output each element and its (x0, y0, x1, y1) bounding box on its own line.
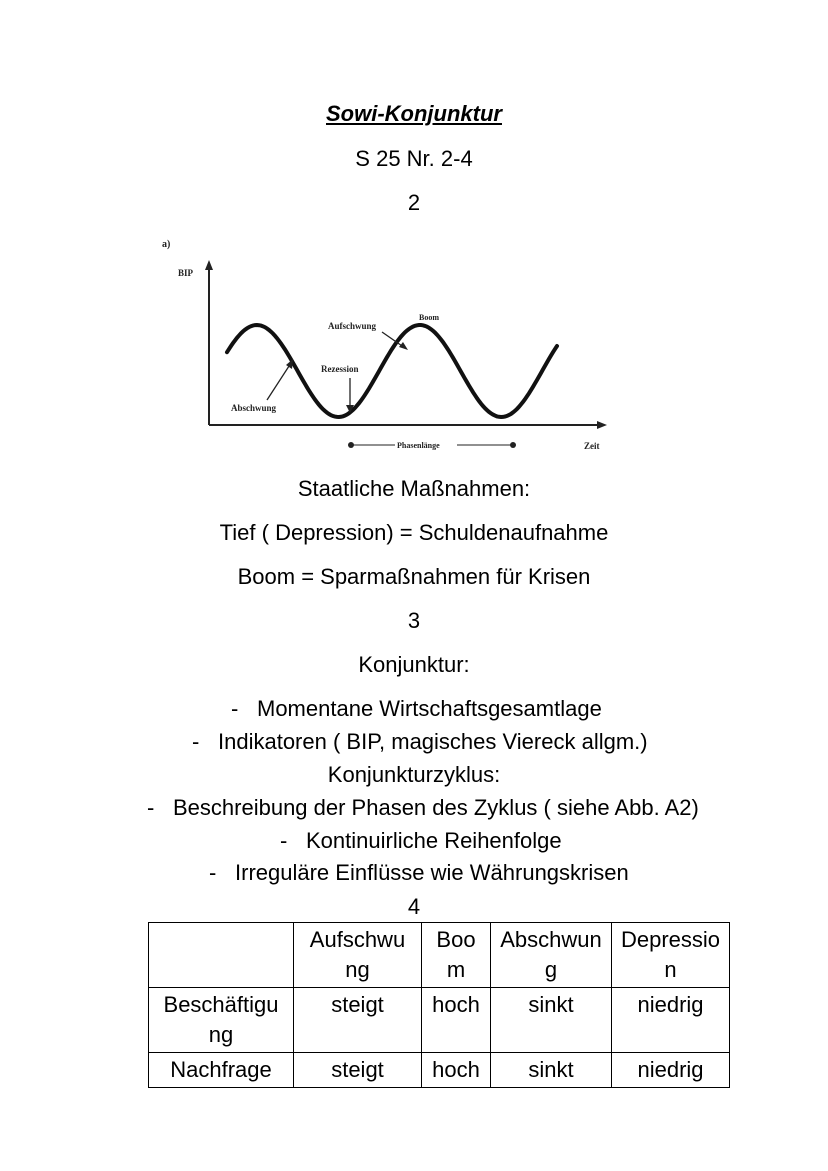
table-cell: niedrig (612, 988, 730, 1053)
table-cell: niedrig (612, 1053, 730, 1088)
table-cell: hoch (422, 988, 491, 1053)
bullet-dash: - (280, 828, 288, 853)
table-header-row (149, 923, 730, 988)
header-cell: Boo m (422, 923, 491, 988)
x-axis-arrowhead (597, 421, 607, 429)
table-cell: hoch (422, 1053, 491, 1088)
x-axis-label: Zeit (584, 441, 600, 451)
header-cell: Aufschwu ng (294, 923, 422, 988)
measures-line-2: Boom = Sparmaßnahmen für Krisen (237, 564, 591, 589)
header-cell: Depressio n (612, 923, 730, 988)
zyklus-bullet: - Kontinuirliche Reihenfolge (280, 828, 562, 853)
bullet-dash: - (209, 860, 217, 885)
y-axis-label: BIP (178, 268, 194, 278)
aufschwung-arrowhead (399, 342, 408, 350)
table-cell: steigt (294, 988, 422, 1053)
konjunktur-heading: Konjunktur: (358, 652, 470, 677)
konjunktur-bullet: - Momentane Wirtschaftsgesamtlage (231, 696, 602, 721)
table-row (149, 988, 730, 1053)
bullet-dash: - (192, 729, 200, 754)
zyklus-heading: Konjunkturzyklus: (327, 762, 501, 787)
zyklus-bullet: - Irreguläre Einflüsse wie Währungskrisen (209, 860, 629, 885)
label-abschwung: Abschwung (231, 403, 277, 413)
y-axis-arrowhead (205, 260, 213, 270)
label-phasenlaenge: Phasenlänge (397, 441, 440, 450)
bullet-dash: - (147, 795, 155, 820)
label-rezession: Rezession (321, 364, 359, 374)
page-title: Sowi-Konjunktur (326, 101, 502, 126)
header-cell (149, 923, 294, 988)
section-number-4: 4 (407, 894, 421, 919)
panel-label: a) (162, 239, 171, 250)
table-row (149, 1053, 730, 1088)
page-subtitle: S 25 Nr. 2-4 (355, 146, 473, 171)
phase-end-dot (510, 442, 516, 448)
section-number-3: 3 (407, 608, 421, 633)
phase-table (148, 922, 730, 1088)
label-aufschwung: Aufschwung (328, 321, 377, 331)
measures-line-1: Tief ( Depression) = Schuldenaufnahme (219, 520, 609, 545)
bullet-dash: - (231, 696, 239, 721)
zyklus-bullet: - Beschreibung der Phasen des Zyklus ( siehe Abb. A2) (147, 795, 699, 820)
label-boom: Boom (419, 313, 439, 322)
section-number-2: 2 (407, 190, 421, 215)
business-cycle-diagram (155, 230, 615, 460)
row-label: Nachfrage (149, 1053, 294, 1088)
konjunktur-bullet: - Indikatoren ( BIP, magisches Viereck allgm.) (192, 729, 648, 754)
table-cell: sinkt (491, 1053, 612, 1088)
header-cell: Abschwun g (491, 923, 612, 988)
row-label: Beschäftigu ng (149, 988, 294, 1053)
table-cell: steigt (294, 1053, 422, 1088)
abschwung-arrow (267, 363, 291, 400)
table-cell: sinkt (491, 988, 612, 1053)
measures-heading: Staatliche Maßnahmen: (297, 476, 531, 501)
